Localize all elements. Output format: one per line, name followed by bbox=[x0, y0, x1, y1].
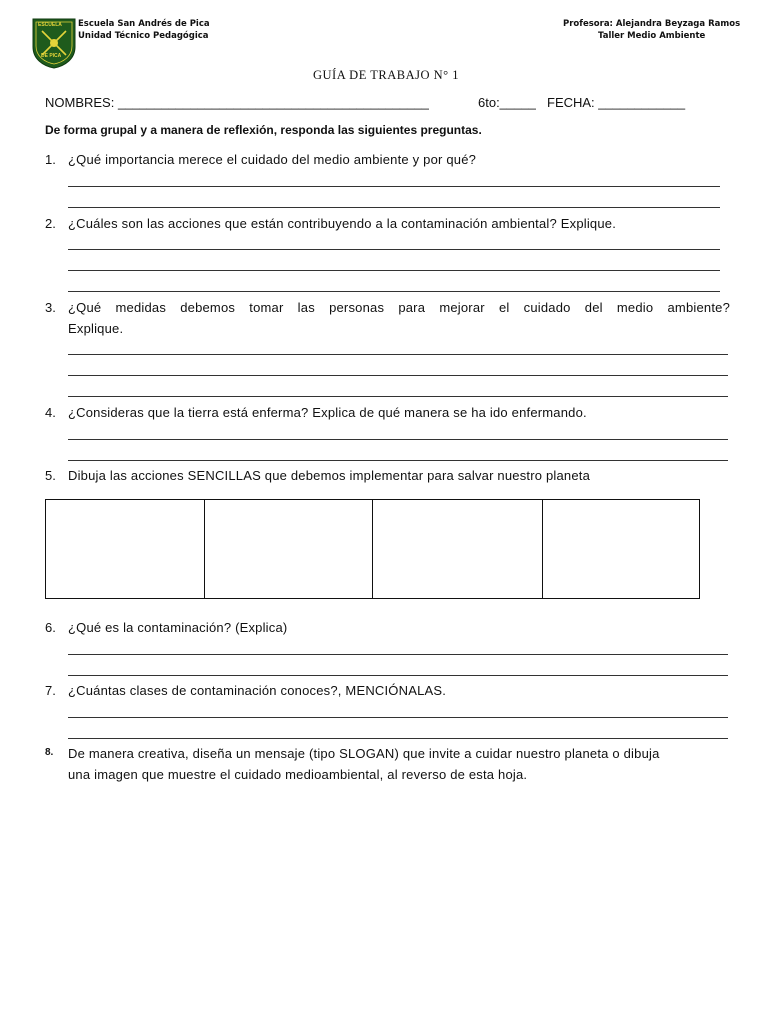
drawing-box-1[interactable] bbox=[46, 500, 204, 598]
answer-line[interactable] bbox=[68, 675, 728, 676]
drawing-grid bbox=[45, 499, 700, 599]
question-2-text: ¿Cuáles son las acciones que están contribuyendo a la contaminación ambiental? Explique. bbox=[68, 216, 617, 231]
instruction: De forma grupal y a manera de reflexión, responda las siguientes preguntas. bbox=[45, 123, 482, 137]
grade-field[interactable]: 6to:_____ bbox=[478, 95, 536, 110]
question-7-text: ¿Cuántas clases de contaminación conoces?, MENCIÓNALAS. bbox=[68, 683, 447, 698]
answer-line[interactable] bbox=[68, 354, 728, 355]
answer-line[interactable] bbox=[68, 375, 728, 376]
question-7-number: 7. bbox=[45, 683, 56, 698]
question-5-number: 5. bbox=[45, 468, 56, 483]
question-6-text: ¿Qué es la contaminación? (Explica) bbox=[68, 620, 288, 635]
answer-line[interactable] bbox=[68, 439, 728, 440]
school-name: Escuela San Andrés de Pica bbox=[78, 19, 210, 29]
drawing-box-4[interactable] bbox=[543, 500, 699, 598]
answer-line[interactable] bbox=[68, 460, 728, 461]
question-3-text-cont: Explique. bbox=[68, 321, 124, 336]
question-8-number: 8. bbox=[45, 747, 54, 758]
names-field[interactable]: NOMBRES: ___________________________________________ bbox=[45, 95, 429, 110]
answer-line[interactable] bbox=[68, 207, 720, 208]
answer-line[interactable] bbox=[68, 738, 728, 739]
logo-bottom-text: DE PICA bbox=[41, 53, 62, 59]
question-3-number: 3. bbox=[45, 300, 56, 315]
answer-line[interactable] bbox=[68, 270, 720, 271]
question-8-text: De manera creativa, diseña un mensaje (tipo SLOGAN) que invite a cuidar nuestro planeta o dibuja bbox=[68, 746, 660, 761]
teacher-name: Profesora: Alejandra Beyzaga Ramos bbox=[563, 19, 741, 29]
answer-line[interactable] bbox=[68, 186, 720, 187]
drawing-box-3[interactable] bbox=[373, 500, 542, 598]
question-8-text-cont: una imagen que muestre el cuidado medioambiental, al reverso de esta hoja. bbox=[68, 767, 528, 782]
logo-top-text: ESCUELA bbox=[38, 22, 62, 28]
question-3-text: ¿Qué medidas debemos tomar las personas para mejorar el cuidado del medio ambiente? bbox=[68, 300, 730, 315]
date-field[interactable]: FECHA: ____________ bbox=[547, 95, 686, 110]
page-title: GUÍA DE TRABAJO N° 1 bbox=[313, 68, 460, 82]
answer-line[interactable] bbox=[68, 654, 728, 655]
question-4-text: ¿Consideras que la tierra está enferma? Explica de qué manera se ha ido enfermando. bbox=[68, 405, 587, 420]
answer-line[interactable] bbox=[68, 396, 728, 397]
answer-line[interactable] bbox=[68, 249, 720, 250]
answer-line[interactable] bbox=[68, 291, 720, 292]
answer-line[interactable] bbox=[68, 717, 728, 718]
question-1-text: ¿Qué importancia merece el cuidado del medio ambiente y por qué? bbox=[68, 152, 477, 167]
workshop-name: Taller Medio Ambiente bbox=[598, 31, 706, 41]
pedagogic-unit: Unidad Técnico Pedagógica bbox=[78, 31, 209, 41]
question-1-number: 1. bbox=[45, 152, 56, 167]
school-logo bbox=[30, 17, 78, 69]
drawing-box-2[interactable] bbox=[205, 500, 372, 598]
question-4-number: 4. bbox=[45, 405, 56, 420]
question-5-text: Dibuja las acciones SENCILLAS que debemos implementar para salvar nuestro planeta bbox=[68, 468, 591, 483]
question-2-number: 2. bbox=[45, 216, 56, 231]
question-6-number: 6. bbox=[45, 620, 56, 635]
